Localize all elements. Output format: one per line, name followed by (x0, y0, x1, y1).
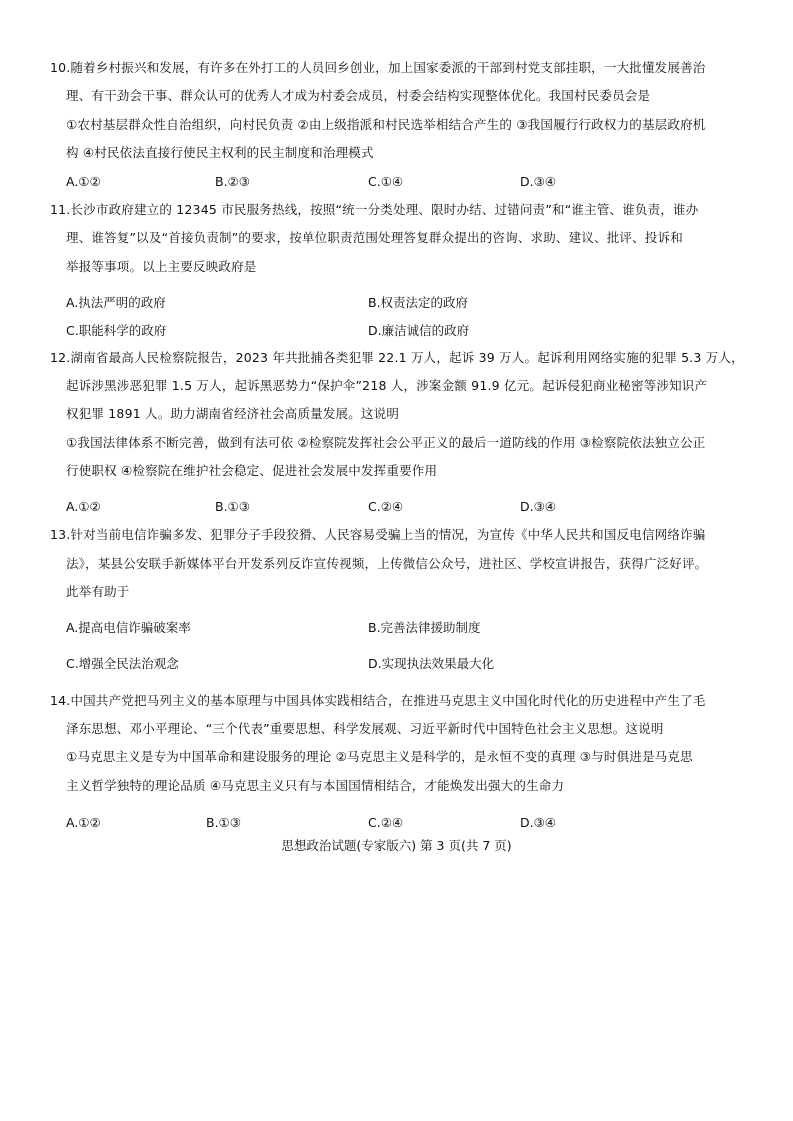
question-10-line-2: 理、有干劲会干事、群众认可的优秀人才成为村委会成员，村委会结构实现整体优化。我国村民委员会是 (66, 88, 651, 103)
question-12-option-a: A.①② (66, 499, 101, 514)
question-14-option-d: D.③④ (520, 815, 557, 830)
question-11-line-3: 举报等事项。以上主要反映政府是 (66, 259, 257, 274)
question-14-option-c: C.②④ (368, 815, 404, 830)
question-10-option-d: D.③④ (520, 174, 557, 189)
page-footer: 思想政治试题(专家版六) 第 3 页(共 7 页) (281, 838, 512, 853)
question-14-line-4: 主义哲学独特的理论品质 ④马克思主义只有与本国国情相结合，才能焕发出强大的生命力 (66, 778, 565, 793)
question-11-option-a: A.执法严明的政府 (66, 295, 166, 310)
question-11-option-c: C.职能科学的政府 (66, 323, 167, 338)
question-11-line-1: 11.长沙市政府建立的 12345 市民服务热线，按照“统一分类处理、限时办结、过错问责”和“谁主管、谁负责，谁办 (50, 202, 699, 217)
question-13-option-a: A.提高电信诈骗破案率 (66, 620, 191, 635)
question-13-line-2: 法》，某县公安联手新媒体平台开发系列反诈宣传视频，上传微信公众号，进社区、学校宣讲报告，获得广泛好评。 (66, 556, 708, 571)
question-14-option-b: B.①③ (206, 815, 241, 830)
question-10-line-1: 10.随着乡村振兴和发展，有许多在外打工的人员回乡创业，加上国家委派的干部到村党支部挂职，一大批懂发展善治 (50, 60, 706, 75)
question-12-option-c: C.②④ (368, 499, 404, 514)
question-14-line-2: 泽东思想、邓小平理论、“三个代表”重要思想、科学发展观、习近平新时代中国特色社会主义思想。这说明 (66, 721, 664, 736)
question-11-option-d: D.廉洁诚信的政府 (368, 323, 470, 338)
question-13-option-c: C.增强全民法治观念 (66, 656, 179, 671)
question-14-option-a: A.①② (66, 815, 101, 830)
question-13-option-d: D.实现执法效果最大化 (368, 656, 495, 671)
question-10-line-4: 构 ④村民依法直接行使民主权利的民主制度和治理模式 (66, 145, 374, 160)
question-12-line-1: 12.湖南省最高人民检察院报告，2023 年共批捕各类犯罪 22.1 万人，起诉 39 万人。起诉利用网络实施的犯罪 5.3 万人， (50, 350, 744, 365)
question-10-option-a: A.①② (66, 174, 101, 189)
question-11-line-2: 理、谁答复”以及“首接负责制”的要求，按单位职责范围处理答复群众提出的咨询、求助、建议、批评、投诉和 (66, 230, 683, 245)
question-13-line-3: 此举有助于 (66, 584, 130, 599)
question-12-option-b: B.①③ (215, 499, 250, 514)
question-10-option-b: B.②③ (215, 174, 250, 189)
question-14-line-1: 14.中国共产党把马列主义的基本原理与中国具体实践相结合，在推进马克思主义中国化时代化的历史进程中产生了毛 (50, 693, 706, 708)
question-14-line-3: ①马克思主义是专为中国革命和建设服务的理论 ②马克思主义是科学的，是永恒不变的真理 ③与时俱进是马克思 (66, 749, 693, 764)
question-12-line-2: 起诉涉黑涉恶犯罪 1.5 万人，起诉黑恶势力“保护伞”218 人，涉案金额 91.9 亿元。起诉侵犯商业秘密等涉知识产 (66, 378, 708, 393)
question-13-line-1: 13.针对当前电信诈骗多发、犯罪分子手段狡猾、人民容易受骗上当的情况，为宣传《中华人民共和国反电信网络诈骗 (50, 527, 706, 542)
question-13-option-b: B.完善法律援助制度 (368, 620, 481, 635)
question-12-line-4: ①我国法律体系不断完善，做到有法可依 ②检察院发挥社会公平正义的最后一道防线的作用 ③检察院依法独立公正 (66, 435, 706, 450)
question-12-line-3: 权犯罪 1891 人。助力湖南省经济社会高质量发展。这说明 (66, 406, 400, 421)
question-12-option-d: D.③④ (520, 499, 557, 514)
question-12-line-5: 行使职权 ④检察院在维护社会稳定、促进社会发展中发挥重要作用 (66, 463, 438, 478)
question-11-option-b: B.权责法定的政府 (368, 295, 469, 310)
question-10-line-3: ①农村基层群众性自治组织，向村民负责 ②由上级指派和村民选举相结合产生的 ③我国履行行政权力的基层政府机 (66, 117, 706, 132)
question-10-option-c: C.①④ (368, 174, 404, 189)
